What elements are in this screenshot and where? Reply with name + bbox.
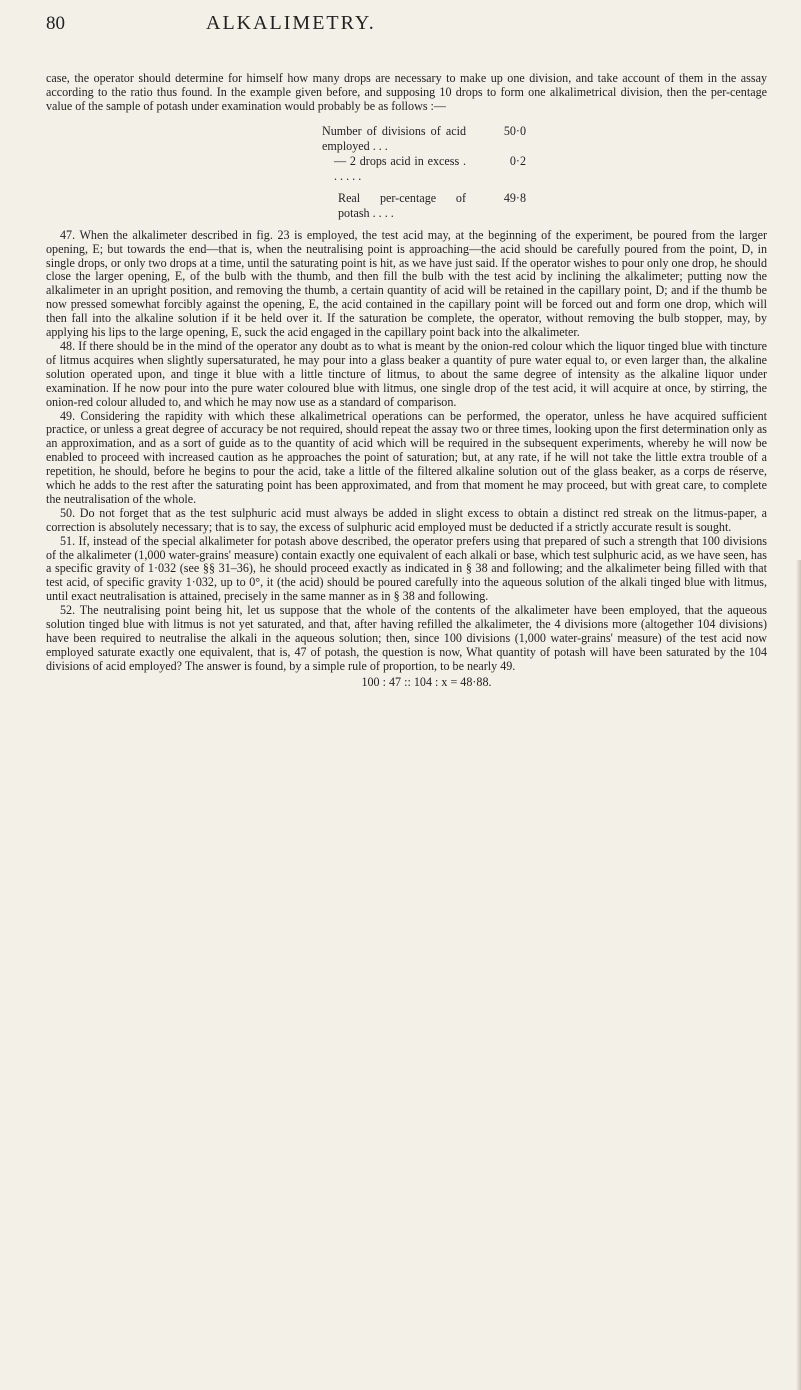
calc-row xyxy=(46,154,767,184)
page-body xyxy=(46,72,767,690)
paragraph-52: 52. The neutralising point being hit, let us suppose that the whole of the contents of the alkalimeter have been employed, that the aqueous solution tinged blue with litmus is not yet saturated, and that, after having refilled the alkalimeter, the 4 divisions more (altogether 104 divisions) have been required to neutralise the alkali in the aqueous solution; then, since 100 divisions (1,000 water-grains' measure) of the test acid now employed saturate exactly one equivalent, that is, 47 of potash, the question is now, What quantity of potash will have been saturated by the 104 divisions of acid employed? The answer is found, by a simple rule of proportion, to be nearly 49. xyxy=(46,603,767,673)
intro-paragraph: case, the operator should determine for himself how many drops are necessary to make up one division, and take account of them in the assay according to the ratio thus found. In the example given before, and supposing 10 drops to form one alkalimetrical division, then the per-centage value of the sample of potash under examination would probably be as follows :— xyxy=(46,71,767,113)
calc-label: Number of divisions of acid employed . . . xyxy=(322,123,466,153)
page-binding-shadow xyxy=(796,560,801,1390)
calc-total-label: Real per-centage of potash . . . . xyxy=(338,190,466,220)
page-header xyxy=(46,12,767,48)
paragraph-48: 48. If there should be in the mind of the operator any doubt as to what is meant by the onion-red colour which the liquor tinged blue with tincture of litmus acquires when slightly supersaturated, he may pour into a glass beaker a quantity of pure water equal to, or even larger than, the alkaline solution operated upon, and tinge it blue with a little tincture of litmus, to about the same degree of intensity as the alkaline liquor under examination. If he now pour into the pure water coloured blue with litmus, one single drop of the test acid, it will acquire at once, by stirring, the onion-red colour alluded to, and which he may now use as a standard of comparison. xyxy=(46,338,767,409)
calc-label: — 2 drops acid in excess . . . . . . xyxy=(334,153,466,183)
proportion-equation: 100 : 47 :: 104 : x = 48·88. xyxy=(361,674,492,689)
paragraph-49: 49. Considering the rapidity with which these alkalimetrical operations can be performed, the operator, unless he have acquired sufficient practice, or unless a great degree of accuracy be not required, should repeat the assay two or three times, looking upon the first determination only as an approximation, and as a sort of guide as to the quantity of acid which will be required in the subsequent experiments, whereby he will now be enabled to proceed with increased caution as he approaches the point of saturation; but, at any rate, if he will not take the little extra trouble of a repetition, he should, before he begins to pour the acid, take a little of the filtered alkaline solution out of the glass beaker, as a corps de réserve, which he adds to the rest after the saturating point has been approximated, and from that moment he may proceed, but with great care, to complete the neutralisation of the whole. xyxy=(46,408,767,506)
calc-total-value: 49·8 xyxy=(503,190,526,205)
paragraph-50: 50. Do not forget that as the test sulphuric acid must always be added in slight excess to obtain a distinct red streak on the litmus-paper, a correction is absolutely necessary; that is to say, the excess of sulphuric acid employed must be deducted if a strictly accurate result is sought. xyxy=(46,505,767,534)
paragraph-47: 47. When the alkalimeter described in fig. 23 is employed, the test acid may, at the beginning of the experiment, be poured from the larger opening, E; but towards the end—that is, when the neutralising point is approaching—the acid should be carefully poured from the point, D, in single drops, or only two drops at a time, until the saturating point is hit, as we have just said. If the operator wishes to pour only one drop, he should close the larger opening, E, of the bulb with the thumb, and then fill the bulb with the test acid by inclining the alkalimeter; putting now the alkalimeter in an upright position, and removing the thumb, a certain quantity of acid will be retained in the capillary point, D; and if the thumb be now pressed somewhat forcibly against the opening, E, the acid contained in the capillary point will be forced out and form one drop, which will then fall into the alkaline solution if it be held over it. If the saturation be complete, the operator, without removing the bulb stopper, may, by applying his lips to the large opening, E, suck the acid engaged in the capillary point back into the alkalimeter. xyxy=(46,227,767,340)
calc-value: 50·0 xyxy=(503,123,526,138)
running-head: ALKALIMETRY. xyxy=(206,12,376,34)
calc-row xyxy=(46,124,767,154)
paragraph-51: 51. If, instead of the special alkalimeter for potash above described, the operator prefers using that prepared of such a strength that 100 divisions of the alkalimeter (1,000 water-grains' measure) contain exactly one equivalent of each alkali or base, which test sulphuric acid, as we have seen, has a specific gravity of 1·032 (see §§ 31–36), he should proceed exactly as indicated in § 38 and following; and the alkalimeter being filled with that test acid, of specific gravity 1·032, up to 0°, it (the acid) should be poured carefully into the aqueous solution of the alkali tinged blue with litmus, until exact neutralisation is attained, precisely in the same manner as in § 38 and following. xyxy=(46,533,767,604)
page-number: 80 xyxy=(46,13,65,34)
calculation-table xyxy=(46,124,767,221)
calc-value: 0·2 xyxy=(509,153,526,168)
calc-total-row xyxy=(46,191,767,221)
